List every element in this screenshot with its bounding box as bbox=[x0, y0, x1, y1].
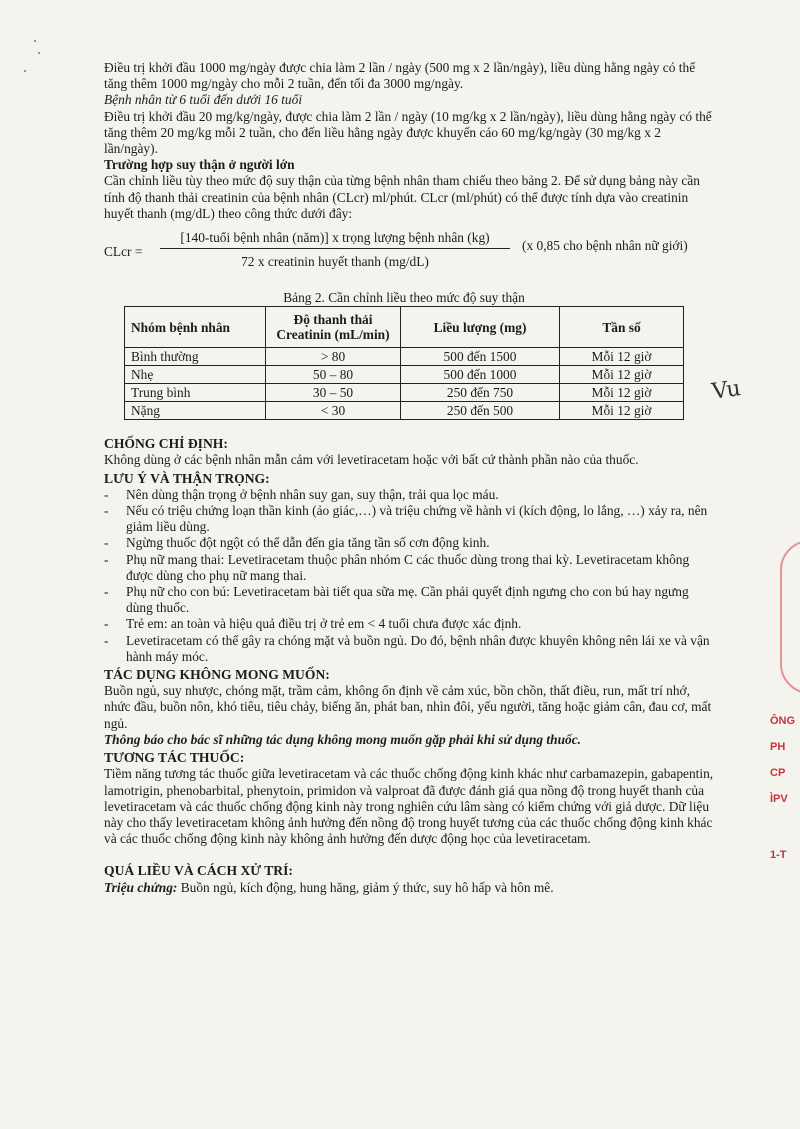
renal-paragraph: Cần chỉnh liều tùy theo mức độ suy thận của từng bệnh nhân tham chiếu theo bảng 2. Để sử dụng bảng này cần tính độ thanh thải creatinin của bệnh nhân (CLcr) ml/phút. CLcr (ml/phút) có thể được tính dựa vào creatinin huyết thanh (mg/dL) theo công thức dưới đây: bbox=[104, 173, 700, 221]
stamp-line: ÔNG bbox=[770, 715, 796, 727]
list-item: - Nếu có triệu chứng loạn thần kinh (ảo giác,…) và triệu chứng về hành vi (kích động, lo lắng, …) xảy ra, nên giảm liều dùng. bbox=[104, 503, 716, 535]
cell-frequency: Mỗi 12 giờ bbox=[560, 366, 684, 384]
cell-clearance: 50 – 80 bbox=[266, 366, 401, 384]
table-row bbox=[125, 384, 684, 402]
formula-numerator: [140-tuổi bệnh nhân (năm)] x trọng lượng bệnh nhân (kg) bbox=[180, 230, 490, 246]
table-caption: Bảng 2. Cần chỉnh liều theo mức độ suy thận bbox=[283, 290, 525, 306]
overdose-heading: QUÁ LIỀU VÀ CÁCH XỬ TRÍ: bbox=[104, 863, 293, 879]
formula-fraction-bar bbox=[160, 248, 510, 249]
caution-heading: LƯU Ý VÀ THẬN TRỌNG: bbox=[104, 470, 270, 486]
contraindication-text: Không dùng ở các bệnh nhân mẫn cảm với levetiracetam hoặc với bất cứ thành phần nào của thuốc. bbox=[104, 452, 639, 468]
formula-lhs: CLcr = bbox=[104, 244, 143, 260]
intro-paragraph-children: Điều trị khởi đầu 20 mg/kg/ngày, được chia làm 2 lần / ngày (10 mg/kg x 2 lần/ngày), liều dùng hằng ngày có thể tăng thêm 20 mg/kg mỗi 2 tuần, cho đến liều hằng ngày được khuyến cáo 60 mg/kg/ngày (30 mg/kg x 2 lần/ngày). bbox=[104, 108, 712, 157]
list-item: - Nên dùng thận trọng ở bệnh nhân suy gan, suy thận, trải qua lọc máu. bbox=[104, 487, 716, 503]
clcr-formula bbox=[104, 230, 716, 276]
cell-group: Bình thường bbox=[125, 348, 266, 366]
document-body bbox=[104, 60, 716, 896]
adverse-heading: TÁC DỤNG KHÔNG MONG MUỐN: bbox=[104, 667, 330, 683]
symptoms-text: Buồn ngủ, kích động, hung hăng, giảm ý thức, suy hô hấp và hôn mê. bbox=[177, 879, 554, 895]
formula-denominator: 72 x creatinin huyết thanh (mg/dL) bbox=[241, 254, 429, 270]
cell-frequency: Mỗi 12 giờ bbox=[560, 384, 684, 402]
formula-female-note: (x 0,85 cho bệnh nhân nữ giới) bbox=[522, 238, 688, 254]
stamp-line: 1-T bbox=[770, 849, 787, 861]
red-stamp bbox=[770, 540, 800, 870]
scan-speck bbox=[24, 70, 26, 72]
table-row bbox=[125, 348, 684, 366]
table-row bbox=[125, 366, 684, 384]
spacer bbox=[104, 847, 716, 861]
list-item: - Phụ nữ mang thai: Levetiracetam thuộc phân nhóm C các thuốc dùng trong thai kỳ. Levetiracetam không được dùng cho phụ nữ mang thai. bbox=[104, 552, 716, 584]
spacer bbox=[104, 420, 716, 434]
cell-group: Nhẹ bbox=[125, 366, 266, 384]
header-frequency: Tần số bbox=[560, 307, 684, 348]
cell-dose: 500 đến 1500 bbox=[401, 348, 560, 366]
header-dose: Liều lượng (mg) bbox=[401, 307, 560, 348]
dose-adjustment-table bbox=[124, 306, 684, 420]
intro-paragraph-adult: Điều trị khởi đầu 1000 mg/ngày được chia làm 2 lần / ngày (500 mg x 2 lần/ngày), liều dùng hằng ngày có thể tăng thêm 1000 mg/ngày cho mỗi 2 tuần, đến tối đa 3000 mg/ngày. bbox=[104, 60, 696, 92]
scan-speck bbox=[34, 40, 36, 42]
cell-clearance: < 30 bbox=[266, 402, 401, 420]
cell-clearance: > 80 bbox=[266, 348, 401, 366]
renal-heading: Trường hợp suy thận ở người lớn bbox=[104, 157, 295, 173]
symptoms-label: Triệu chứng: bbox=[104, 879, 178, 895]
cell-group: Nặng bbox=[125, 402, 266, 420]
cell-frequency: Mỗi 12 giờ bbox=[560, 402, 684, 420]
cell-dose: 250 đến 750 bbox=[401, 384, 560, 402]
stamp-line: PH bbox=[770, 741, 786, 753]
stamp-line: ÌPV bbox=[770, 793, 788, 805]
age-group-subheading: Bệnh nhân từ 6 tuổi đến dưới 16 tuổi bbox=[104, 92, 303, 108]
cell-group: Trung bình bbox=[125, 384, 266, 402]
caution-list bbox=[104, 487, 716, 665]
header-group: Nhóm bệnh nhân bbox=[125, 307, 266, 348]
table-header-row bbox=[125, 307, 684, 348]
overdose-symptoms bbox=[104, 880, 716, 896]
list-item: - Phụ nữ cho con bú: Levetiracetam bài tiết qua sữa mẹ. Cần phải quyết định ngưng cho con bú hay ngưng dùng thuốc. bbox=[104, 584, 716, 616]
cell-dose: 250 đến 500 bbox=[401, 402, 560, 420]
table-row bbox=[125, 402, 684, 420]
list-item: - Ngừng thuốc đột ngột có thể dẫn đến gia tăng tần số cơn động kinh. bbox=[104, 535, 716, 551]
scan-speck bbox=[38, 52, 40, 54]
header-clearance: Độ thanh thải Creatinin (mL/min) bbox=[266, 307, 401, 348]
list-item: - Levetiracetam có thể gây ra chóng mặt và buồn ngủ. Do đó, bệnh nhân được khuyên không nên lái xe và vận hành máy móc. bbox=[104, 633, 716, 665]
cell-frequency: Mỗi 12 giờ bbox=[560, 348, 684, 366]
stamp-line: CP bbox=[770, 767, 786, 779]
list-item: - Trẻ em: an toàn và hiệu quả điều trị ở trẻ em < 4 tuổi chưa được xác định. bbox=[104, 616, 716, 632]
interaction-heading: TƯƠNG TÁC THUỐC: bbox=[104, 750, 245, 766]
adverse-text: Buồn ngủ, suy nhược, chóng mặt, trầm cảm, không ổn định về cảm xúc, bồn chồn, thất điều, run, mất trí nhớ, nhức đầu, buồn nôn, khó tiêu, tiêu chảy, biếng ăn, phát ban, nhìn đôi, yếu người, tăng hoặc giảm cân, đau cơ, mất ngủ. bbox=[104, 683, 712, 731]
interaction-text: Tiềm năng tương tác thuốc giữa levetiracetam và các thuốc chống động kinh khác như carbamazepin, gabapentin, lamotrigin, phenobarbital, phenytoin, primidon và valproat đã được đánh giá qua nồng độ trong huyết thanh của levetiracetam và các thuốc chống động kinh này trong nghiên cứu lâm sàng có kiểm chứng với giả dược. Dữ liệu này cho thấy levetiracetam không ảnh hưởng đến nồng độ trong huyết tương của các thuốc chống động kinh khác và các thuốc chống động kinh này không ảnh hưởng đến dược động học của levetiracetam. bbox=[104, 766, 714, 847]
handwritten-initial: Vu bbox=[710, 376, 743, 405]
cell-dose: 500 đến 1000 bbox=[401, 366, 560, 384]
adverse-notice: Thông báo cho bác sĩ những tác dụng không mong muốn gặp phải khi sử dụng thuốc. bbox=[104, 731, 582, 747]
contraindication-heading: CHỐNG CHỈ ĐỊNH: bbox=[104, 436, 228, 452]
cell-clearance: 30 – 50 bbox=[266, 384, 401, 402]
